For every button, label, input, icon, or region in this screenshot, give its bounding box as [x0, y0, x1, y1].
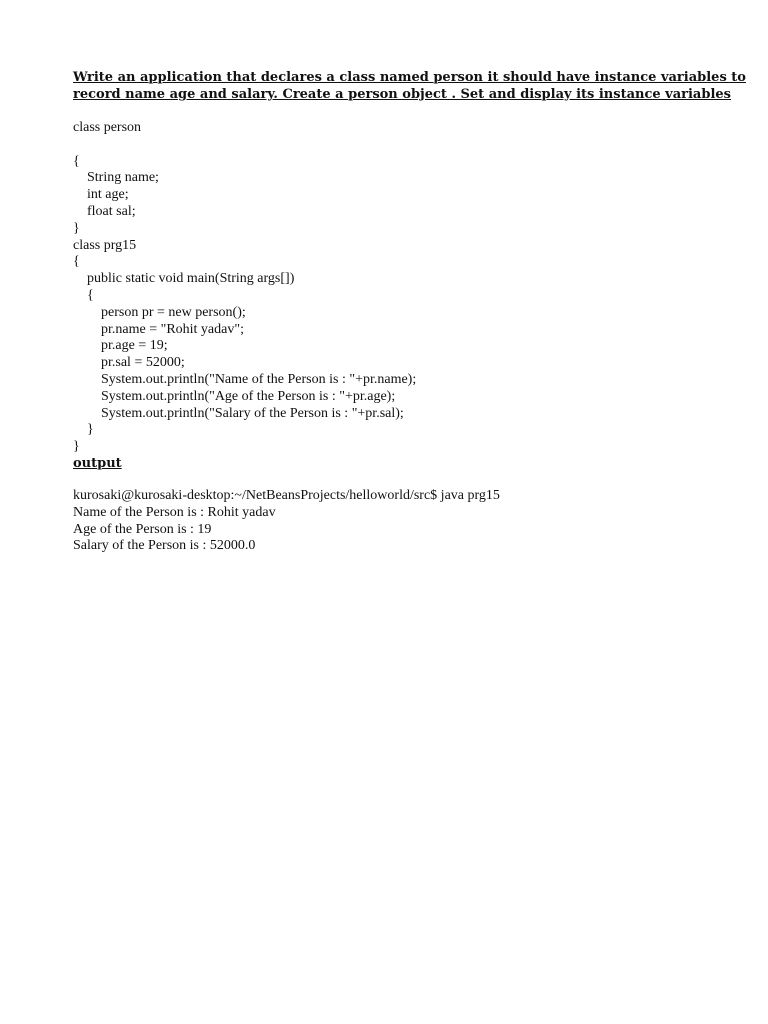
- output-line: Name of the Person is : Rohit yadav: [73, 504, 276, 520]
- code-line: {: [73, 153, 80, 169]
- code-line: System.out.println("Age of the Person is : "+pr.age);: [73, 388, 396, 404]
- output-heading: output: [73, 456, 122, 471]
- code-line: System.out.println("Name of the Person is : "+pr.name);: [73, 371, 417, 387]
- code-line: }: [73, 220, 80, 236]
- code-line: person pr = new person();: [73, 304, 246, 320]
- output-line: kurosaki@kurosaki-desktop:~/NetBeansProjects/helloworld/src$ java prg15: [73, 488, 500, 503]
- code-line: class prg15: [73, 237, 137, 253]
- console-output: [73, 488, 500, 555]
- code-line: public static void main(String args[]): [73, 271, 295, 287]
- assignment-heading: [73, 69, 746, 103]
- code-block: [73, 120, 416, 456]
- code-line: }: [73, 439, 80, 455]
- code-line: [73, 137, 416, 154]
- code-line: System.out.println("Salary of the Person is : "+pr.sal);: [73, 405, 404, 421]
- code-line: pr.age = 19;: [73, 338, 168, 354]
- code-line: class person: [73, 120, 142, 135]
- code-line: float sal;: [73, 203, 136, 219]
- code-line: pr.name = "Rohit yadav";: [73, 321, 244, 337]
- code-line: }: [73, 422, 94, 438]
- output-line: Salary of the Person is : 52000.0: [73, 538, 256, 554]
- heading-line: Write an application that declares a class named person it should have instance variables to: [73, 70, 746, 85]
- heading-line: record name age and salary. Create a person object . Set and display its instance variables: [73, 87, 731, 102]
- code-line: {: [73, 254, 80, 270]
- code-line: int age;: [73, 187, 129, 203]
- output-line: Age of the Person is : 19: [73, 521, 212, 537]
- code-line: String name;: [73, 170, 159, 186]
- code-line: {: [73, 287, 94, 303]
- code-line: pr.sal = 52000;: [73, 355, 185, 371]
